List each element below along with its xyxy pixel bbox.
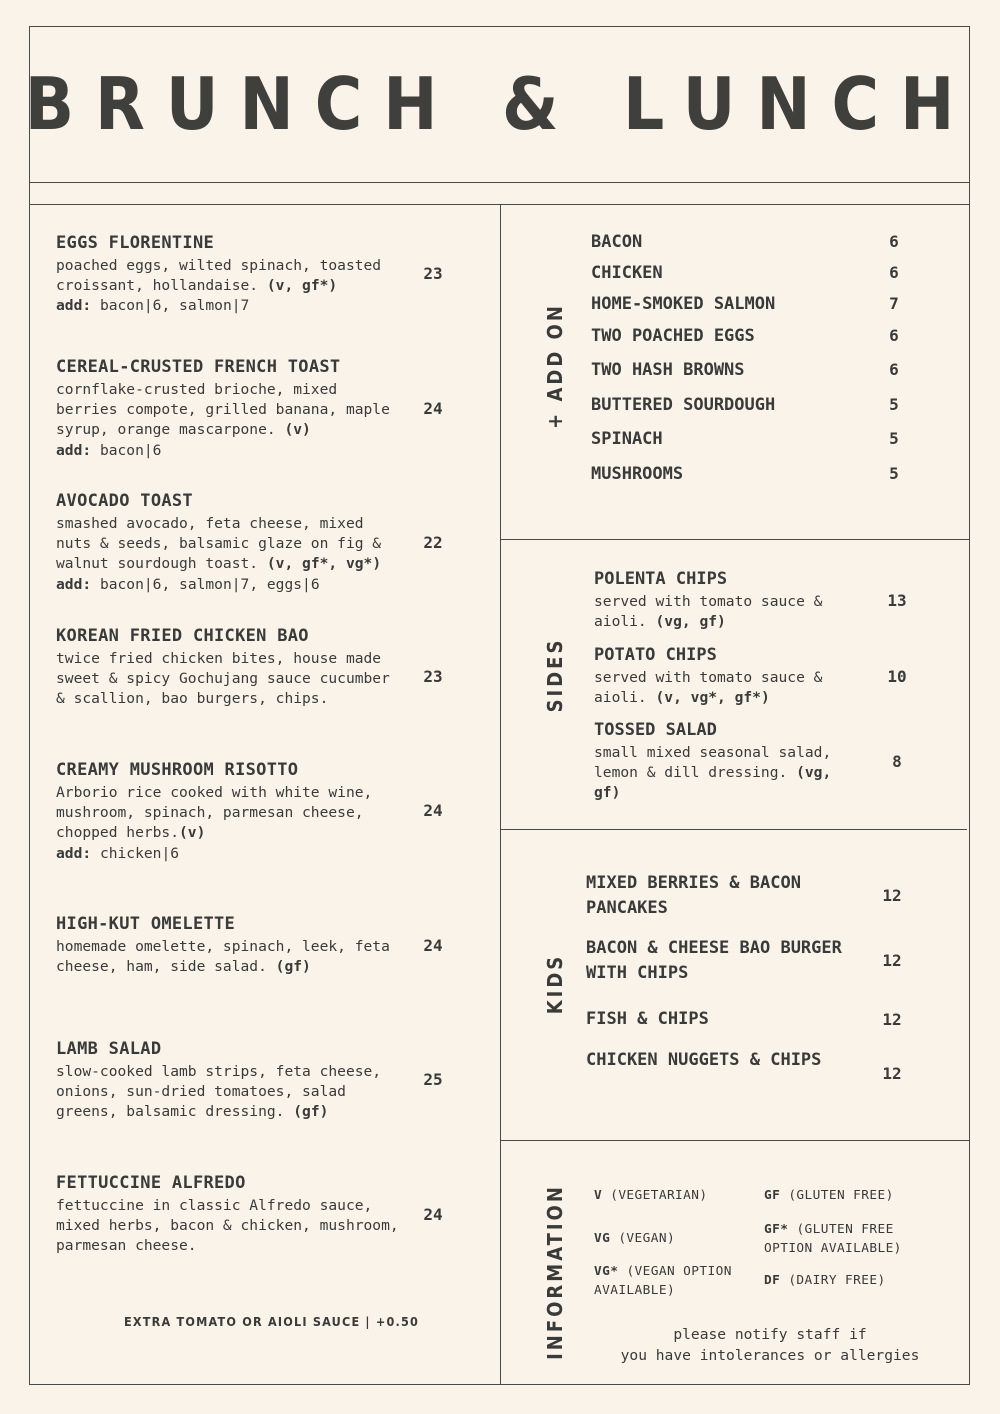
menu-item-price: 22 — [423, 533, 443, 552]
menu-item-price: 24 — [423, 936, 443, 955]
menu-item-name: KOREAN FRIED CHICKEN BAO — [56, 626, 309, 646]
legend-gluten-free-option: GF* (GLUTEN FREE OPTION AVAILABLE) — [764, 1222, 902, 1256]
legend-vegetarian: V (VEGETARIAN) — [594, 1188, 708, 1203]
menu-item-price: 24 — [423, 801, 443, 820]
menu-item-name: CEREAL-CRUSTED FRENCH TOAST — [56, 357, 341, 377]
menu-item-name: EGGS FLORENTINE — [56, 233, 215, 253]
title-divider — [29, 182, 970, 183]
addon-item: CHICKEN 6 — [591, 263, 899, 283]
menu-item-price: 24 — [423, 399, 443, 418]
menu-item-eggs-florentine — [56, 233, 401, 317]
kids-item: FISH & CHIPS — [586, 1009, 709, 1029]
menu-item-name: CREAMY MUSHROOM RISOTTO — [56, 760, 299, 780]
side-item-name: POLENTA CHIPS — [594, 569, 728, 589]
kids-info-divider — [500, 1140, 970, 1141]
side-item-description: served with tomato sauce & aioli. (vg, gf) — [594, 593, 823, 631]
menu-item-description: slow-cooked lamb strips, feta cheese, onions, sun-dried tomatoes, salad greens, balsamic dressing. (gf) — [56, 1063, 382, 1121]
menu-item-addons: add: chicken|6 — [56, 844, 180, 862]
menu-item-description: fettuccine in classic Alfredo sauce, mixed herbs, bacon & chicken, mushroom, parmesan cheese. — [56, 1197, 399, 1255]
column-divider — [500, 204, 501, 1385]
menu-item-description: poached eggs, wilted spinach, toasted croissant, hollandaise. (v, gf*) — [56, 257, 382, 295]
page-title: BRUNCH & LUNCH — [24, 62, 976, 146]
kids-item-price: 12 — [882, 886, 902, 905]
side-item-price: 13 — [887, 591, 907, 610]
kids-item-price: 12 — [882, 1064, 902, 1083]
menu-item-mushroom-risotto — [56, 760, 401, 864]
menu-item-description: smashed avocado, feta cheese, mixed nuts & seeds, balsamic glaze on fig & walnut sourdough toast. (v, gf*, vg*) — [56, 515, 382, 573]
menu-item-description: twice fried chicken bites, house made sweet & spicy Gochujang sauce cucumber & scallion, bao burgers, chips. — [56, 650, 390, 708]
legend-vegan-option: VG* (VEGAN OPTION AVAILABLE) — [594, 1264, 732, 1298]
addon-item: BACON 6 — [591, 232, 899, 252]
side-item — [594, 645, 844, 708]
allergy-notice-line: please notify staff if — [673, 1326, 867, 1343]
menu-item-chicken-bao — [56, 626, 401, 710]
menu-item-lamb-salad — [56, 1039, 401, 1123]
kids-item: BACON & CHEESE BAO BURGER WITH CHIPS — [586, 938, 842, 983]
kids-item-price: 12 — [882, 951, 902, 970]
menu-item-name: FETTUCCINE ALFREDO — [56, 1173, 246, 1193]
side-item — [594, 720, 844, 804]
menu-item-name: AVOCADO TOAST — [56, 491, 193, 511]
menu-item-price: 25 — [423, 1070, 443, 1089]
addon-item: TWO HASH BROWNS 6 — [591, 360, 899, 380]
addon-item: MUSHROOMS 5 — [591, 464, 899, 484]
legend-dairy-free: DF (DAIRY FREE) — [764, 1273, 886, 1288]
side-item-description: served with tomato sauce & aioli. (v, vg*, gf*) — [594, 669, 823, 707]
side-item-name: POTATO CHIPS — [594, 645, 717, 665]
menu-item-french-toast — [56, 357, 401, 461]
menu-item-name: HIGH-KUT OMELETTE — [56, 914, 236, 934]
side-item — [594, 569, 844, 632]
side-item-price: 10 — [887, 667, 907, 686]
menu-item-description: Arborio rice cooked with white wine, mushroom, spinach, parmesan cheese, chopped herbs.(v) — [56, 784, 373, 842]
menu-item-addons: add: bacon|6, salmon|7, eggs|6 — [56, 575, 320, 593]
menu-item-price: 24 — [423, 1205, 443, 1224]
kids-item-price: 12 — [882, 1010, 902, 1029]
menu-item-description: cornflake-crusted brioche, mixed berries compote, grilled banana, maple syrup, orange mascarpone. (v) — [56, 381, 390, 439]
addon-item: TWO POACHED EGGS 6 — [591, 326, 899, 346]
menu-item-price: 23 — [423, 264, 443, 283]
menu-item-addons: add: bacon|6 — [56, 441, 162, 459]
menu-item-description: homemade omelette, spinach, leek, feta cheese, ham, side salad. (gf) — [56, 938, 390, 976]
addon-item: SPINACH 5 — [591, 429, 899, 449]
menu-item-avocado-toast — [56, 491, 401, 595]
addon-item: BUTTERED SOURDOUGH 5 — [591, 395, 899, 415]
sides-kids-divider — [500, 829, 967, 830]
extra-sauce-note: EXTRA TOMATO OR AIOLI SAUCE | +0.50 — [124, 1314, 420, 1329]
side-item-price: 8 — [892, 752, 902, 771]
addon-sides-divider — [500, 539, 970, 540]
allergy-notice — [590, 1325, 950, 1366]
addon-section-label: + ADD ON — [543, 303, 567, 429]
legend-vegan: VG (VEGAN) — [594, 1231, 676, 1246]
allergy-notice-line: you have intolerances or allergies — [620, 1346, 920, 1364]
sides-section-label: SIDES — [543, 637, 567, 713]
menu-item-price: 23 — [423, 667, 443, 686]
kids-section-label: KIDS — [543, 953, 567, 1015]
information-section-label: INFORMATION — [543, 1184, 567, 1360]
menu-item-omelette — [56, 914, 401, 977]
kids-item: MIXED BERRIES & BACON PANCAKES — [586, 873, 801, 918]
menu-item-name: LAMB SALAD — [56, 1039, 162, 1059]
side-item-description: small mixed seasonal salad, lemon & dill dressing. (vg, gf) — [594, 744, 832, 802]
kids-item: CHICKEN NUGGETS & CHIPS — [586, 1050, 822, 1070]
addon-item: HOME-SMOKED SALMON 7 — [591, 294, 899, 314]
legend-gluten-free: GF (GLUTEN FREE) — [764, 1188, 894, 1203]
menu-item-addons: add: bacon|6, salmon|7 — [56, 297, 250, 315]
side-item-name: TOSSED SALAD — [594, 720, 717, 740]
menu-item-fettuccine — [56, 1173, 401, 1257]
